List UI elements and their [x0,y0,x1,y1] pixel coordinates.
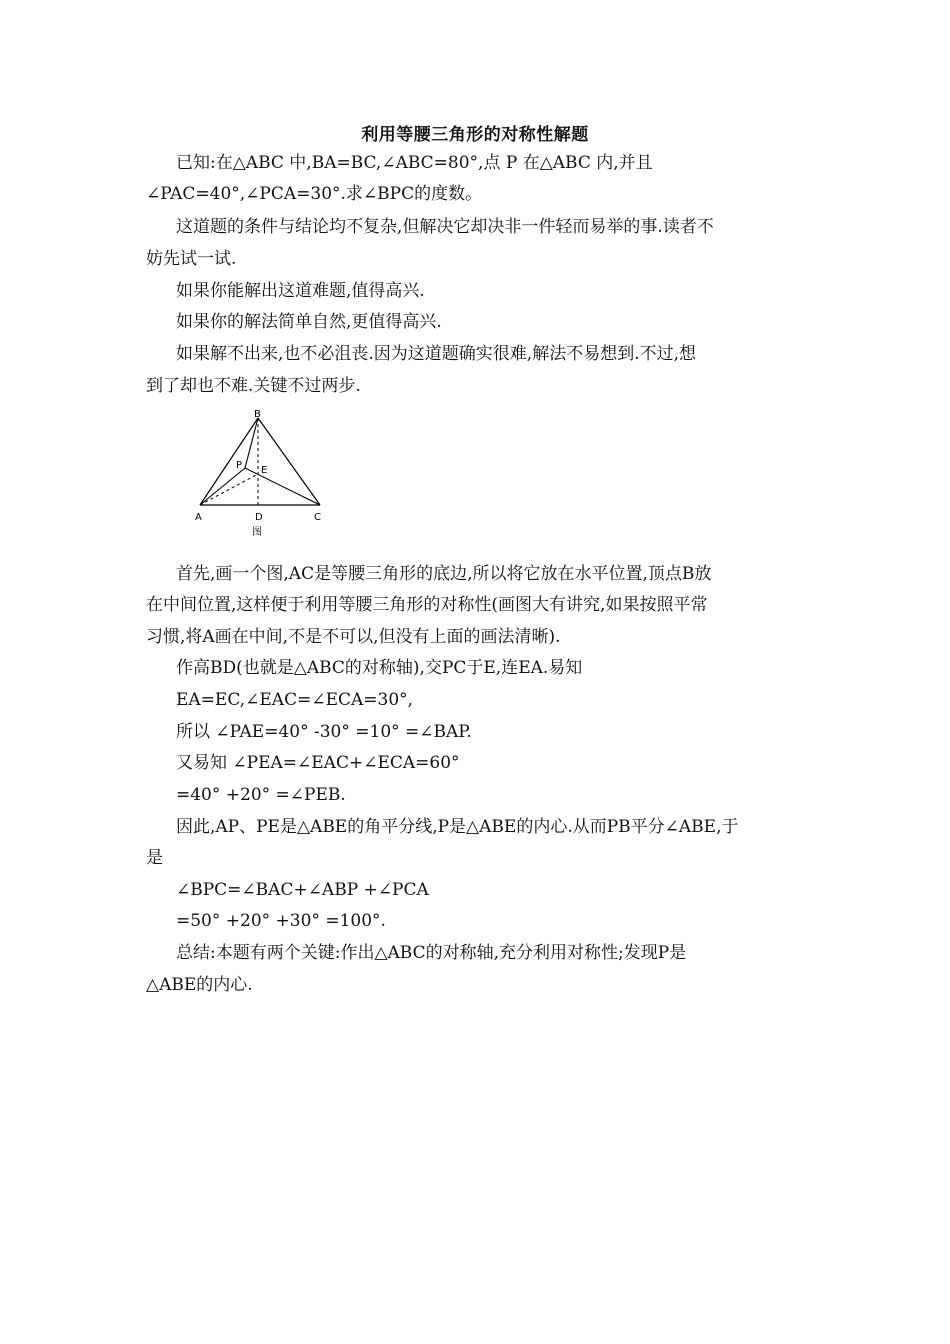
label-D: D [255,512,263,523]
paragraph-line: 总结:本题有两个关键:作出△ABC的对称轴,充分利用对称性;发现P是 [176,943,687,963]
paragraph-line: 妨先试一试. [146,249,237,269]
label-P: P [236,460,243,471]
paragraph-line: 因此,AP、PE是△ABE的角平分线,P是△ABE的内心.从而PB平分∠ABE,于 [176,817,739,837]
paragraph-line: 如果你能解出这道难题,值得高兴. [176,281,425,301]
paragraph-line: EA=EC,∠EAC=∠ECA=30°, [176,690,414,710]
paragraph-line: =40° +20° =∠PEB. [176,785,346,805]
paragraph-line: 首先,画一个图,AC是等腰三角形的底边,所以将它放在水平位置,顶点B放 [176,564,712,584]
label-B: B [254,409,261,420]
label-C: C [314,512,321,523]
paragraph-line: 这道题的条件与结论均不复杂,但解决它却决非一件轻而易举的事.读者不 [176,217,714,237]
paragraph-line: ∠PAC=40°,∠PCA=30°.求∠BPC的度数。 [146,184,483,204]
triangle-figure [190,408,340,548]
paragraph-line: 在中间位置,这样便于利用等腰三角形的对称性(画图大有讲究,如果按照平常 [146,595,708,615]
paragraph-line: =50° +20° +30° =100°. [176,911,386,931]
paragraph-line: 又易知 ∠PEA=∠EAC+∠ECA=60° [176,753,460,773]
paragraph-line: 到了却也不难.关键不过两步. [146,376,361,396]
paragraph-line: 所以 ∠PAE=40° -30° =10° =∠BAP. [176,722,472,742]
paragraph-line: 习惯,将A画在中间,不是不可以,但没有上面的画法清晰). [146,627,561,647]
paragraph-line: 作高BD(也就是△ABC的对称轴),交PC于E,连EA.易知 [176,658,583,678]
paragraph-line: 如果你的解法简单自然,更值得高兴. [176,312,442,332]
paragraph-line: △ABE的内心. [146,975,253,995]
paragraph-line: 是 [146,848,163,868]
page-title: 利用等腰三角形的对称性解题 [361,125,589,145]
paragraph-line: ∠BPC=∠BAC+∠ABP +∠PCA [176,880,429,900]
label-E: E [261,465,268,476]
label-A: A [195,512,202,523]
paragraph-line: 如果解不出来,也不必沮丧.因为这道题确实很难,解法不易想到.不过,想 [176,344,697,364]
paragraph-line: 已知:在△ABC 中,BA=BC,∠ABC=80°,点 P 在△ABC 内,并且 [176,153,653,173]
figure-caption: 图 [252,527,262,538]
